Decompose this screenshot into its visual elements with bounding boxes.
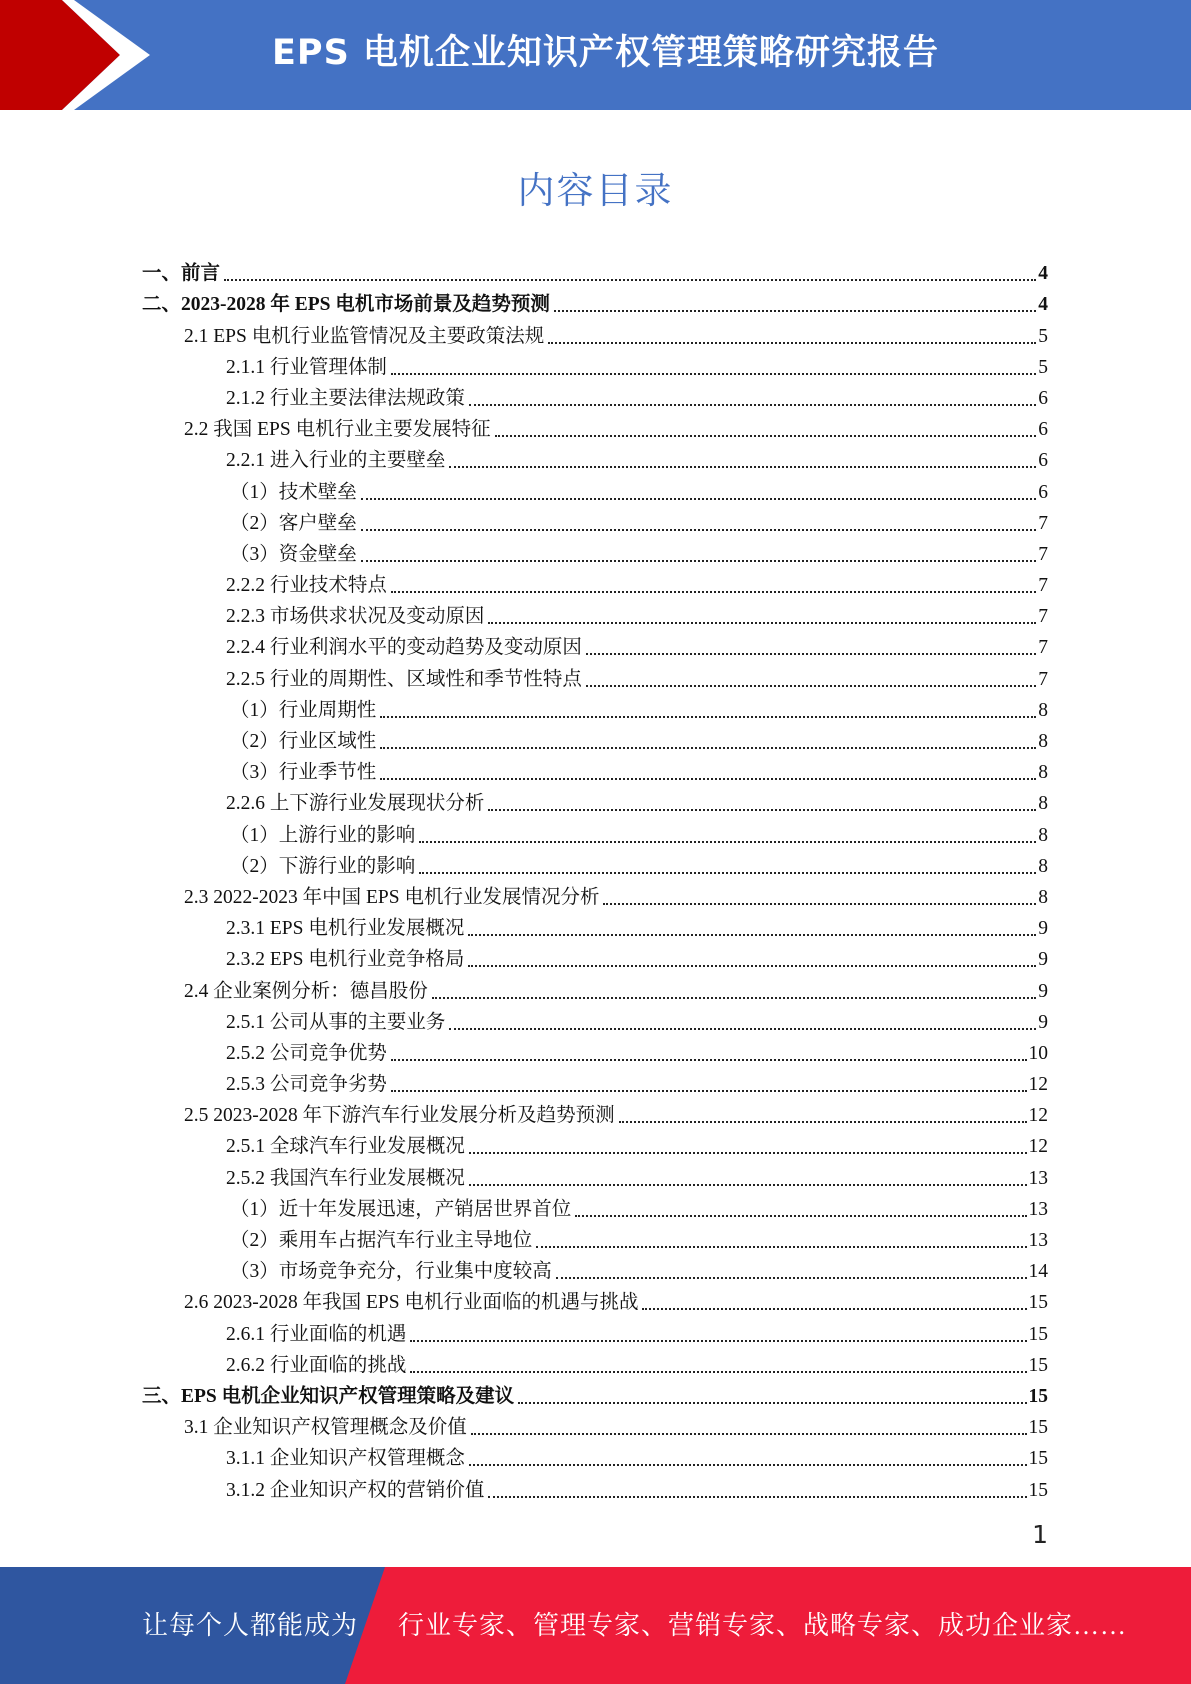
toc-entry[interactable] bbox=[142, 816, 1048, 847]
toc-dot-leader bbox=[495, 435, 1037, 437]
toc-entry-page: 13 bbox=[1028, 1198, 1048, 1220]
report-footer bbox=[0, 1567, 1191, 1684]
toc-entry[interactable] bbox=[142, 380, 1048, 411]
toc-entry-label: 3.1.1 企业知识产权管理概念 bbox=[226, 1448, 465, 1470]
toc-entry[interactable] bbox=[142, 723, 1048, 754]
toc-dot-leader bbox=[449, 1028, 1036, 1030]
toc-dot-leader bbox=[469, 1152, 1027, 1154]
toc-entry-label: 2.3.1 EPS 电机行业发展概况 bbox=[226, 918, 465, 940]
toc-dot-leader bbox=[391, 373, 1036, 375]
toc-entry-page: 13 bbox=[1028, 1230, 1048, 1251]
toc-entry[interactable] bbox=[142, 255, 1048, 286]
toc-entry-page: 7 bbox=[1038, 575, 1048, 597]
toc-entry[interactable] bbox=[142, 505, 1048, 536]
report-header bbox=[0, 0, 1191, 110]
toc-entry-label: （2）下游行业的影响 bbox=[230, 855, 416, 877]
toc-entry-label: 3.1.2 企业知识产权的营销价值 bbox=[226, 1479, 485, 1501]
toc-dot-leader bbox=[488, 622, 1036, 624]
toc-entry[interactable] bbox=[142, 972, 1048, 1003]
toc-entry[interactable] bbox=[142, 910, 1048, 941]
toc-entry-label: 2.2.5 行业的周期性、区域性和季节性特点 bbox=[226, 668, 582, 690]
toc-dot-leader bbox=[361, 560, 1036, 562]
toc-entry-label: （2）客户壁垒 bbox=[230, 512, 357, 534]
toc-entry-label: 2.4 企业案例分析：德昌股份 bbox=[184, 980, 428, 1002]
toc-entry-page: 12 bbox=[1028, 1136, 1048, 1158]
toc-entry[interactable] bbox=[142, 1128, 1048, 1159]
toc-entry-page: 15 bbox=[1028, 1479, 1048, 1501]
toc-entry[interactable] bbox=[142, 1159, 1048, 1190]
toc-entry[interactable] bbox=[142, 1284, 1048, 1315]
toc-dot-leader bbox=[488, 809, 1036, 811]
toc-entry-page: 6 bbox=[1038, 419, 1048, 441]
toc-entry-label: （1）上游行业的影响 bbox=[230, 824, 416, 846]
toc-entry[interactable] bbox=[142, 536, 1048, 567]
toc-entry-page: 7 bbox=[1038, 512, 1048, 534]
toc-dot-leader bbox=[488, 1496, 1026, 1498]
toc-entry[interactable] bbox=[142, 1222, 1048, 1253]
toc-entry-label: 2.2.4 行业利润水平的变动趋势及变动原因 bbox=[226, 637, 582, 659]
toc-entry-label: 2.3 2022-2023 年中国 EPS 电机行业发展情况分析 bbox=[184, 886, 600, 908]
toc-dot-leader bbox=[536, 1246, 1026, 1248]
toc-entry[interactable] bbox=[142, 1347, 1048, 1378]
toc-entry[interactable] bbox=[142, 1066, 1048, 1097]
toc-dot-leader bbox=[380, 778, 1036, 780]
toc-entry-page: 8 bbox=[1038, 793, 1048, 815]
toc-entry-label: 2.5.1 公司从事的主要业务 bbox=[226, 1011, 446, 1033]
toc-entry[interactable] bbox=[142, 317, 1048, 348]
toc-entry-label: （3）市场竞争充分，行业集中度较高 bbox=[230, 1261, 552, 1283]
toc-entry[interactable] bbox=[142, 1315, 1048, 1346]
toc-entry-page: 8 bbox=[1038, 855, 1048, 877]
toc-entry-label: （1）行业周期性 bbox=[230, 699, 377, 721]
toc-entry-label: 2.1 EPS 电机行业监管情况及主要政策法规 bbox=[184, 325, 545, 347]
toc-entry[interactable] bbox=[142, 1409, 1048, 1440]
toc-entry-label: （2）行业区域性 bbox=[230, 731, 377, 752]
toc-entry-page: 12 bbox=[1028, 1105, 1048, 1127]
toc-entry[interactable] bbox=[142, 660, 1048, 691]
toc-entry-label: 2.6 2023-2028 年我国 EPS 电机行业面临的机遇与挑战 bbox=[184, 1292, 639, 1314]
toc-entry-label: （3）资金壁垒 bbox=[230, 543, 357, 565]
toc-entry[interactable] bbox=[142, 629, 1048, 660]
toc-entry-page: 8 bbox=[1038, 731, 1048, 752]
toc-entry[interactable] bbox=[142, 598, 1048, 629]
toc-dot-leader bbox=[391, 1090, 1027, 1092]
toc-dot-leader bbox=[586, 653, 1036, 655]
toc-dot-leader bbox=[410, 1371, 1026, 1373]
toc-entry-page: 15 bbox=[1028, 1385, 1048, 1407]
toc-entry[interactable] bbox=[142, 567, 1048, 598]
toc-entry-page: 4 bbox=[1038, 294, 1048, 316]
toc-entry-page: 8 bbox=[1038, 886, 1048, 908]
toc-dot-leader bbox=[471, 1433, 1027, 1435]
toc-entry-page: 12 bbox=[1028, 1074, 1048, 1096]
toc-dot-leader bbox=[380, 747, 1036, 749]
toc-dot-leader bbox=[432, 997, 1036, 999]
toc-entry-page: 6 bbox=[1038, 481, 1048, 503]
toc-entry[interactable] bbox=[142, 1378, 1048, 1409]
toc-entry[interactable] bbox=[142, 1440, 1048, 1471]
toc-entry-label: （1）技术壁垒 bbox=[230, 481, 357, 503]
toc-entry-label: 2.2.6 上下游行业发展现状分析 bbox=[226, 793, 485, 815]
toc-entry[interactable] bbox=[142, 692, 1048, 723]
toc-entry[interactable] bbox=[142, 1253, 1048, 1284]
toc-dot-leader bbox=[391, 1059, 1027, 1061]
toc-entry-page: 10 bbox=[1028, 1042, 1048, 1064]
toc-dot-leader bbox=[361, 498, 1036, 500]
toc-entry[interactable] bbox=[142, 785, 1048, 816]
toc-dot-leader bbox=[469, 404, 1036, 406]
toc-entry[interactable] bbox=[142, 473, 1048, 504]
toc-dot-leader bbox=[468, 934, 1036, 936]
toc-entry-label: 2.2 我国 EPS 电机行业主要发展特征 bbox=[184, 419, 491, 441]
toc-heading: 内容目录 bbox=[517, 169, 674, 212]
toc-dot-leader bbox=[380, 716, 1036, 718]
toc-dot-leader bbox=[575, 1215, 1026, 1217]
toc-entry[interactable] bbox=[142, 1004, 1048, 1035]
toc-entry-page: 15 bbox=[1028, 1354, 1048, 1376]
toc-entry-page: 15 bbox=[1028, 1323, 1048, 1345]
toc-entry[interactable] bbox=[142, 286, 1048, 317]
toc-dot-leader bbox=[469, 1464, 1027, 1466]
toc-entry[interactable] bbox=[142, 941, 1048, 972]
table-of-contents bbox=[142, 255, 1048, 1503]
toc-entry-label: 2.5.2 公司竞争优势 bbox=[226, 1042, 387, 1064]
toc-dot-leader bbox=[361, 529, 1036, 531]
toc-entry[interactable] bbox=[142, 349, 1048, 380]
toc-entry[interactable] bbox=[142, 754, 1048, 785]
toc-entry-label: 三、EPS 电机企业知识产权管理策略及建议 bbox=[142, 1385, 515, 1407]
toc-entry-label: 一、前言 bbox=[142, 263, 221, 285]
toc-entry-page: 8 bbox=[1038, 699, 1048, 721]
toc-entry[interactable] bbox=[142, 1035, 1048, 1066]
toc-entry-page: 5 bbox=[1038, 356, 1048, 378]
toc-entry-label: 2.1.2 行业主要法律法规政策 bbox=[226, 387, 465, 409]
report-title: EPS 电机企业知识产权管理策略研究报告 bbox=[272, 33, 939, 73]
toc-entry[interactable] bbox=[142, 879, 1048, 910]
toc-entry-label: 2.5 2023-2028 年下游汽车行业发展分析及趋势预测 bbox=[184, 1105, 615, 1127]
toc-entry-page: 7 bbox=[1038, 637, 1048, 659]
toc-entry[interactable] bbox=[142, 1471, 1048, 1502]
toc-entry-page: 9 bbox=[1038, 980, 1048, 1002]
footer-slogan-right: 行业专家、管理专家、营销专家、战略专家、成功企业家…… bbox=[398, 1611, 1128, 1640]
toc-entry-page: 5 bbox=[1038, 325, 1048, 347]
toc-entry-label: 2.5.1 全球汽车行业发展概况 bbox=[226, 1136, 465, 1158]
toc-dot-leader bbox=[548, 342, 1036, 344]
toc-entry-page: 9 bbox=[1038, 949, 1048, 971]
toc-dot-leader bbox=[469, 1184, 1027, 1186]
toc-entry-page: 14 bbox=[1028, 1261, 1048, 1283]
toc-entry-page: 9 bbox=[1038, 918, 1048, 940]
toc-entry[interactable] bbox=[142, 1191, 1048, 1222]
toc-dot-leader bbox=[556, 1277, 1027, 1279]
toc-dot-leader bbox=[419, 872, 1036, 874]
toc-entry-page: 8 bbox=[1038, 824, 1048, 846]
toc-dot-leader bbox=[642, 1308, 1026, 1310]
toc-dot-leader bbox=[603, 903, 1036, 905]
toc-entry-page: 6 bbox=[1038, 450, 1048, 472]
toc-entry-page: 15 bbox=[1028, 1417, 1048, 1439]
toc-dot-leader bbox=[419, 841, 1036, 843]
toc-entry-label: 2.1.1 行业管理体制 bbox=[226, 356, 387, 378]
toc-entry-page: 7 bbox=[1038, 668, 1048, 690]
toc-entry-page: 8 bbox=[1038, 762, 1048, 784]
toc-dot-leader bbox=[554, 310, 1036, 312]
toc-dot-leader bbox=[586, 685, 1036, 687]
toc-entry[interactable] bbox=[142, 848, 1048, 879]
toc-dot-leader bbox=[391, 591, 1036, 593]
toc-entry[interactable] bbox=[142, 442, 1048, 473]
toc-entry-page: 13 bbox=[1028, 1167, 1048, 1189]
toc-entry-label: 2.2.3 市场供求状况及变动原因 bbox=[226, 606, 485, 628]
toc-entry-label: 2.5.2 我国汽车行业发展概况 bbox=[226, 1167, 465, 1189]
toc-entry-label: 2.2.2 行业技术特点 bbox=[226, 575, 387, 597]
toc-entry-label: 2.2.1 进入行业的主要壁垒 bbox=[226, 450, 446, 472]
toc-dot-leader bbox=[518, 1402, 1026, 1404]
toc-entry-page: 6 bbox=[1038, 387, 1048, 409]
footer-slogan-left: 让每个人都能成为 bbox=[142, 1611, 359, 1640]
toc-dot-leader bbox=[224, 279, 1036, 281]
toc-entry-label: 2.6.2 行业面临的挑战 bbox=[226, 1354, 407, 1376]
toc-entry-label: 3.1 企业知识产权管理概念及价值 bbox=[184, 1417, 467, 1439]
toc-dot-leader bbox=[468, 965, 1036, 967]
toc-entry-label: （1）近十年发展迅速，产销居世界首位 bbox=[230, 1198, 572, 1220]
toc-entry-label: （3）行业季节性 bbox=[230, 762, 377, 784]
toc-entry-label: 2.5.3 公司竞争劣势 bbox=[226, 1074, 387, 1096]
toc-entry-page: 15 bbox=[1028, 1292, 1048, 1314]
toc-dot-leader bbox=[619, 1121, 1027, 1123]
toc-entry[interactable] bbox=[142, 411, 1048, 442]
toc-entry-label: 二、2023-2028 年 EPS 电机市场前景及趋势预测 bbox=[142, 294, 550, 316]
toc-entry-page: 4 bbox=[1038, 263, 1048, 285]
toc-dot-leader bbox=[410, 1340, 1026, 1342]
toc-entry-label: 2.3.2 EPS 电机行业竞争格局 bbox=[226, 949, 465, 971]
toc-entry[interactable] bbox=[142, 1097, 1048, 1128]
toc-entry-page: 7 bbox=[1038, 606, 1048, 628]
toc-entry-label: 2.6.1 行业面临的机遇 bbox=[226, 1323, 407, 1345]
toc-entry-label: （2）乘用车占据汽车行业主导地位 bbox=[230, 1230, 533, 1251]
toc-entry-page: 7 bbox=[1038, 543, 1048, 565]
toc-entry-page: 9 bbox=[1038, 1011, 1048, 1033]
toc-entry-page: 15 bbox=[1028, 1448, 1048, 1470]
page-number: 1 bbox=[1032, 1520, 1048, 1549]
toc-dot-leader bbox=[449, 466, 1036, 468]
